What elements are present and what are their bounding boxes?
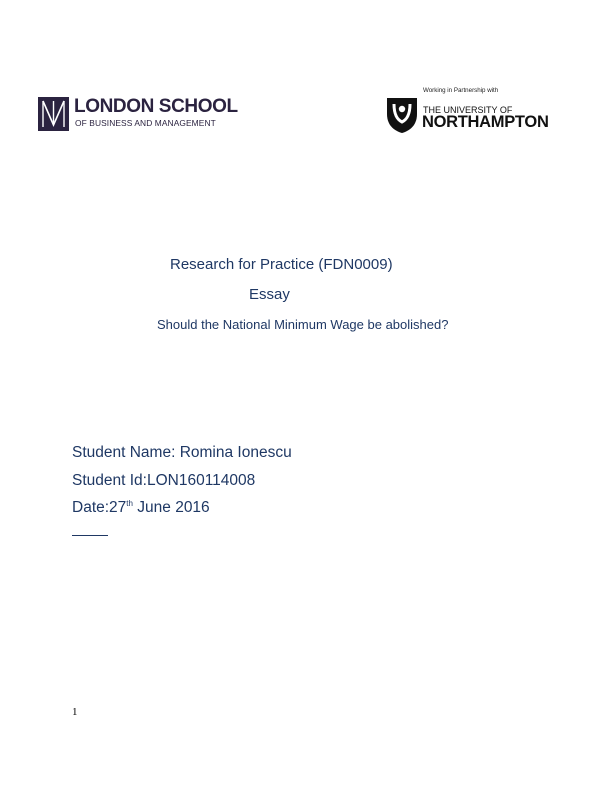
partner-text: Working in Partnership with xyxy=(423,87,499,94)
horizontal-rule xyxy=(72,535,108,536)
lsbm-logo-subtitle: OF BUSINESS AND MANAGEMENT xyxy=(75,118,216,128)
northampton-the-university: THE UNIVERSITY OF xyxy=(423,105,513,115)
northampton-logo xyxy=(385,87,549,135)
lsbm-emblem-icon xyxy=(38,97,69,131)
date-rest: June 2016 xyxy=(132,499,210,516)
submission-date xyxy=(72,499,210,517)
document-type: Essay xyxy=(249,286,290,303)
lsbm-logo xyxy=(38,96,238,133)
date-prefix: Date:27 xyxy=(72,499,127,516)
student-id: Student Id:LON160114008 xyxy=(72,472,256,489)
essay-question: Should the National Minimum Wage be abolished? xyxy=(157,317,449,332)
lsbm-logo-name: LONDON SCHOOL xyxy=(74,96,238,117)
northampton-name: NORTHAMPTON xyxy=(422,113,549,131)
student-name: Student Name: Romina Ionescu xyxy=(72,444,292,461)
northampton-emblem-icon xyxy=(385,96,419,134)
page-number: 1 xyxy=(72,706,78,718)
date-ordinal: th xyxy=(126,499,133,508)
course-title: Research for Practice (FDN0009) xyxy=(170,256,393,273)
